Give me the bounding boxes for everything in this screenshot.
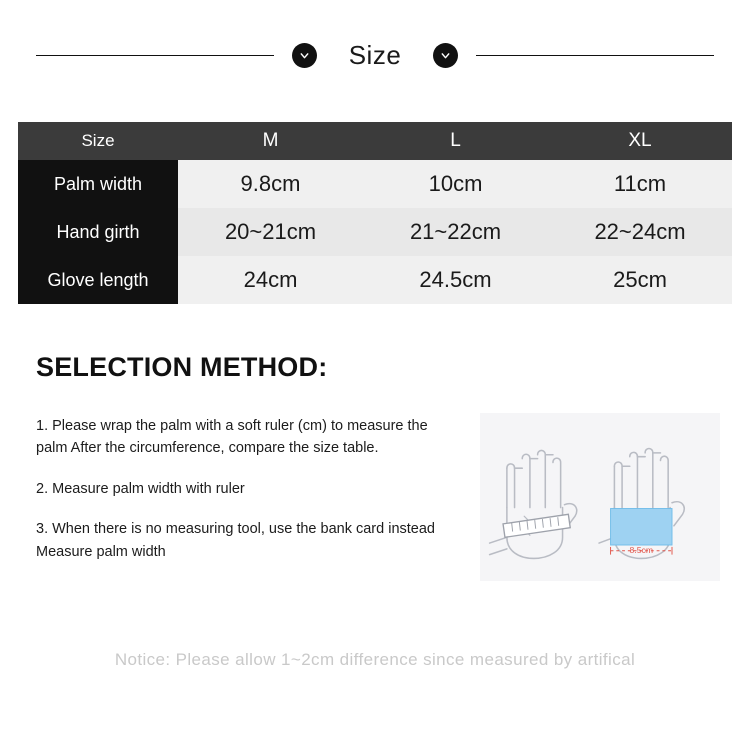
header-rule-right bbox=[476, 55, 714, 56]
chevron-down-icon-left bbox=[292, 43, 317, 68]
card-measure-label: 8.5cm bbox=[629, 545, 654, 556]
selection-method-title: SELECTION METHOD: bbox=[36, 352, 328, 382]
selection-steps bbox=[36, 409, 456, 581]
bank-card-icon bbox=[611, 509, 672, 545]
cell-hand-girth-xl: 22~24cm bbox=[548, 208, 732, 256]
cell-hand-girth-l: 21~22cm bbox=[363, 208, 548, 256]
size-table-body bbox=[18, 160, 732, 304]
cell-palm-width-l: 10cm bbox=[363, 160, 548, 208]
hand-with-tape-measure-icon bbox=[490, 450, 577, 558]
cell-palm-width-m: 9.8cm bbox=[178, 160, 363, 208]
page-header bbox=[0, 0, 750, 110]
row-label-glove-length: Glove length bbox=[18, 256, 178, 304]
cell-hand-girth-m: 20~21cm bbox=[178, 208, 363, 256]
tape-measure-icon bbox=[503, 514, 570, 537]
selection-step-1: 1. Please wrap the palm with a soft ruler (cm) to measure the palm After the circumference, compare the size table. bbox=[36, 418, 428, 457]
page-title: Size bbox=[348, 39, 402, 70]
measurement-illustration-svg bbox=[480, 413, 720, 581]
selection-step-2: 2. Measure palm width with ruler bbox=[36, 480, 245, 497]
cell-palm-width-xl: 11cm bbox=[548, 160, 732, 208]
table-header-size: Size bbox=[18, 122, 178, 160]
table-header-l: L bbox=[363, 122, 548, 160]
row-label-palm-width: Palm width bbox=[18, 160, 178, 208]
selection-method-content bbox=[36, 409, 720, 581]
header-rule-left bbox=[36, 55, 274, 56]
cell-glove-length-m: 24cm bbox=[178, 256, 363, 304]
table-header-xl: XL bbox=[548, 122, 732, 160]
measurement-illustration bbox=[480, 413, 720, 581]
size-table-head bbox=[18, 122, 732, 160]
size-table-wrapper bbox=[18, 122, 732, 304]
table-header-m: M bbox=[178, 122, 363, 160]
cell-glove-length-xl: 25cm bbox=[548, 256, 732, 304]
size-table bbox=[18, 122, 732, 304]
table-header-row bbox=[18, 122, 732, 160]
header-inner bbox=[0, 40, 750, 71]
chevron-down-icon-right bbox=[433, 43, 458, 68]
cell-glove-length-l: 24.5cm bbox=[363, 256, 548, 304]
notice-text: Notice: Please allow 1~2cm difference since measured by artifical bbox=[114, 650, 636, 669]
table-row bbox=[18, 160, 732, 208]
table-row bbox=[18, 208, 732, 256]
table-row bbox=[18, 256, 732, 304]
selection-step-3: 3. When there is no measuring tool, use the bank card instead Measure palm width bbox=[36, 521, 435, 560]
row-label-hand-girth: Hand girth bbox=[18, 208, 178, 256]
